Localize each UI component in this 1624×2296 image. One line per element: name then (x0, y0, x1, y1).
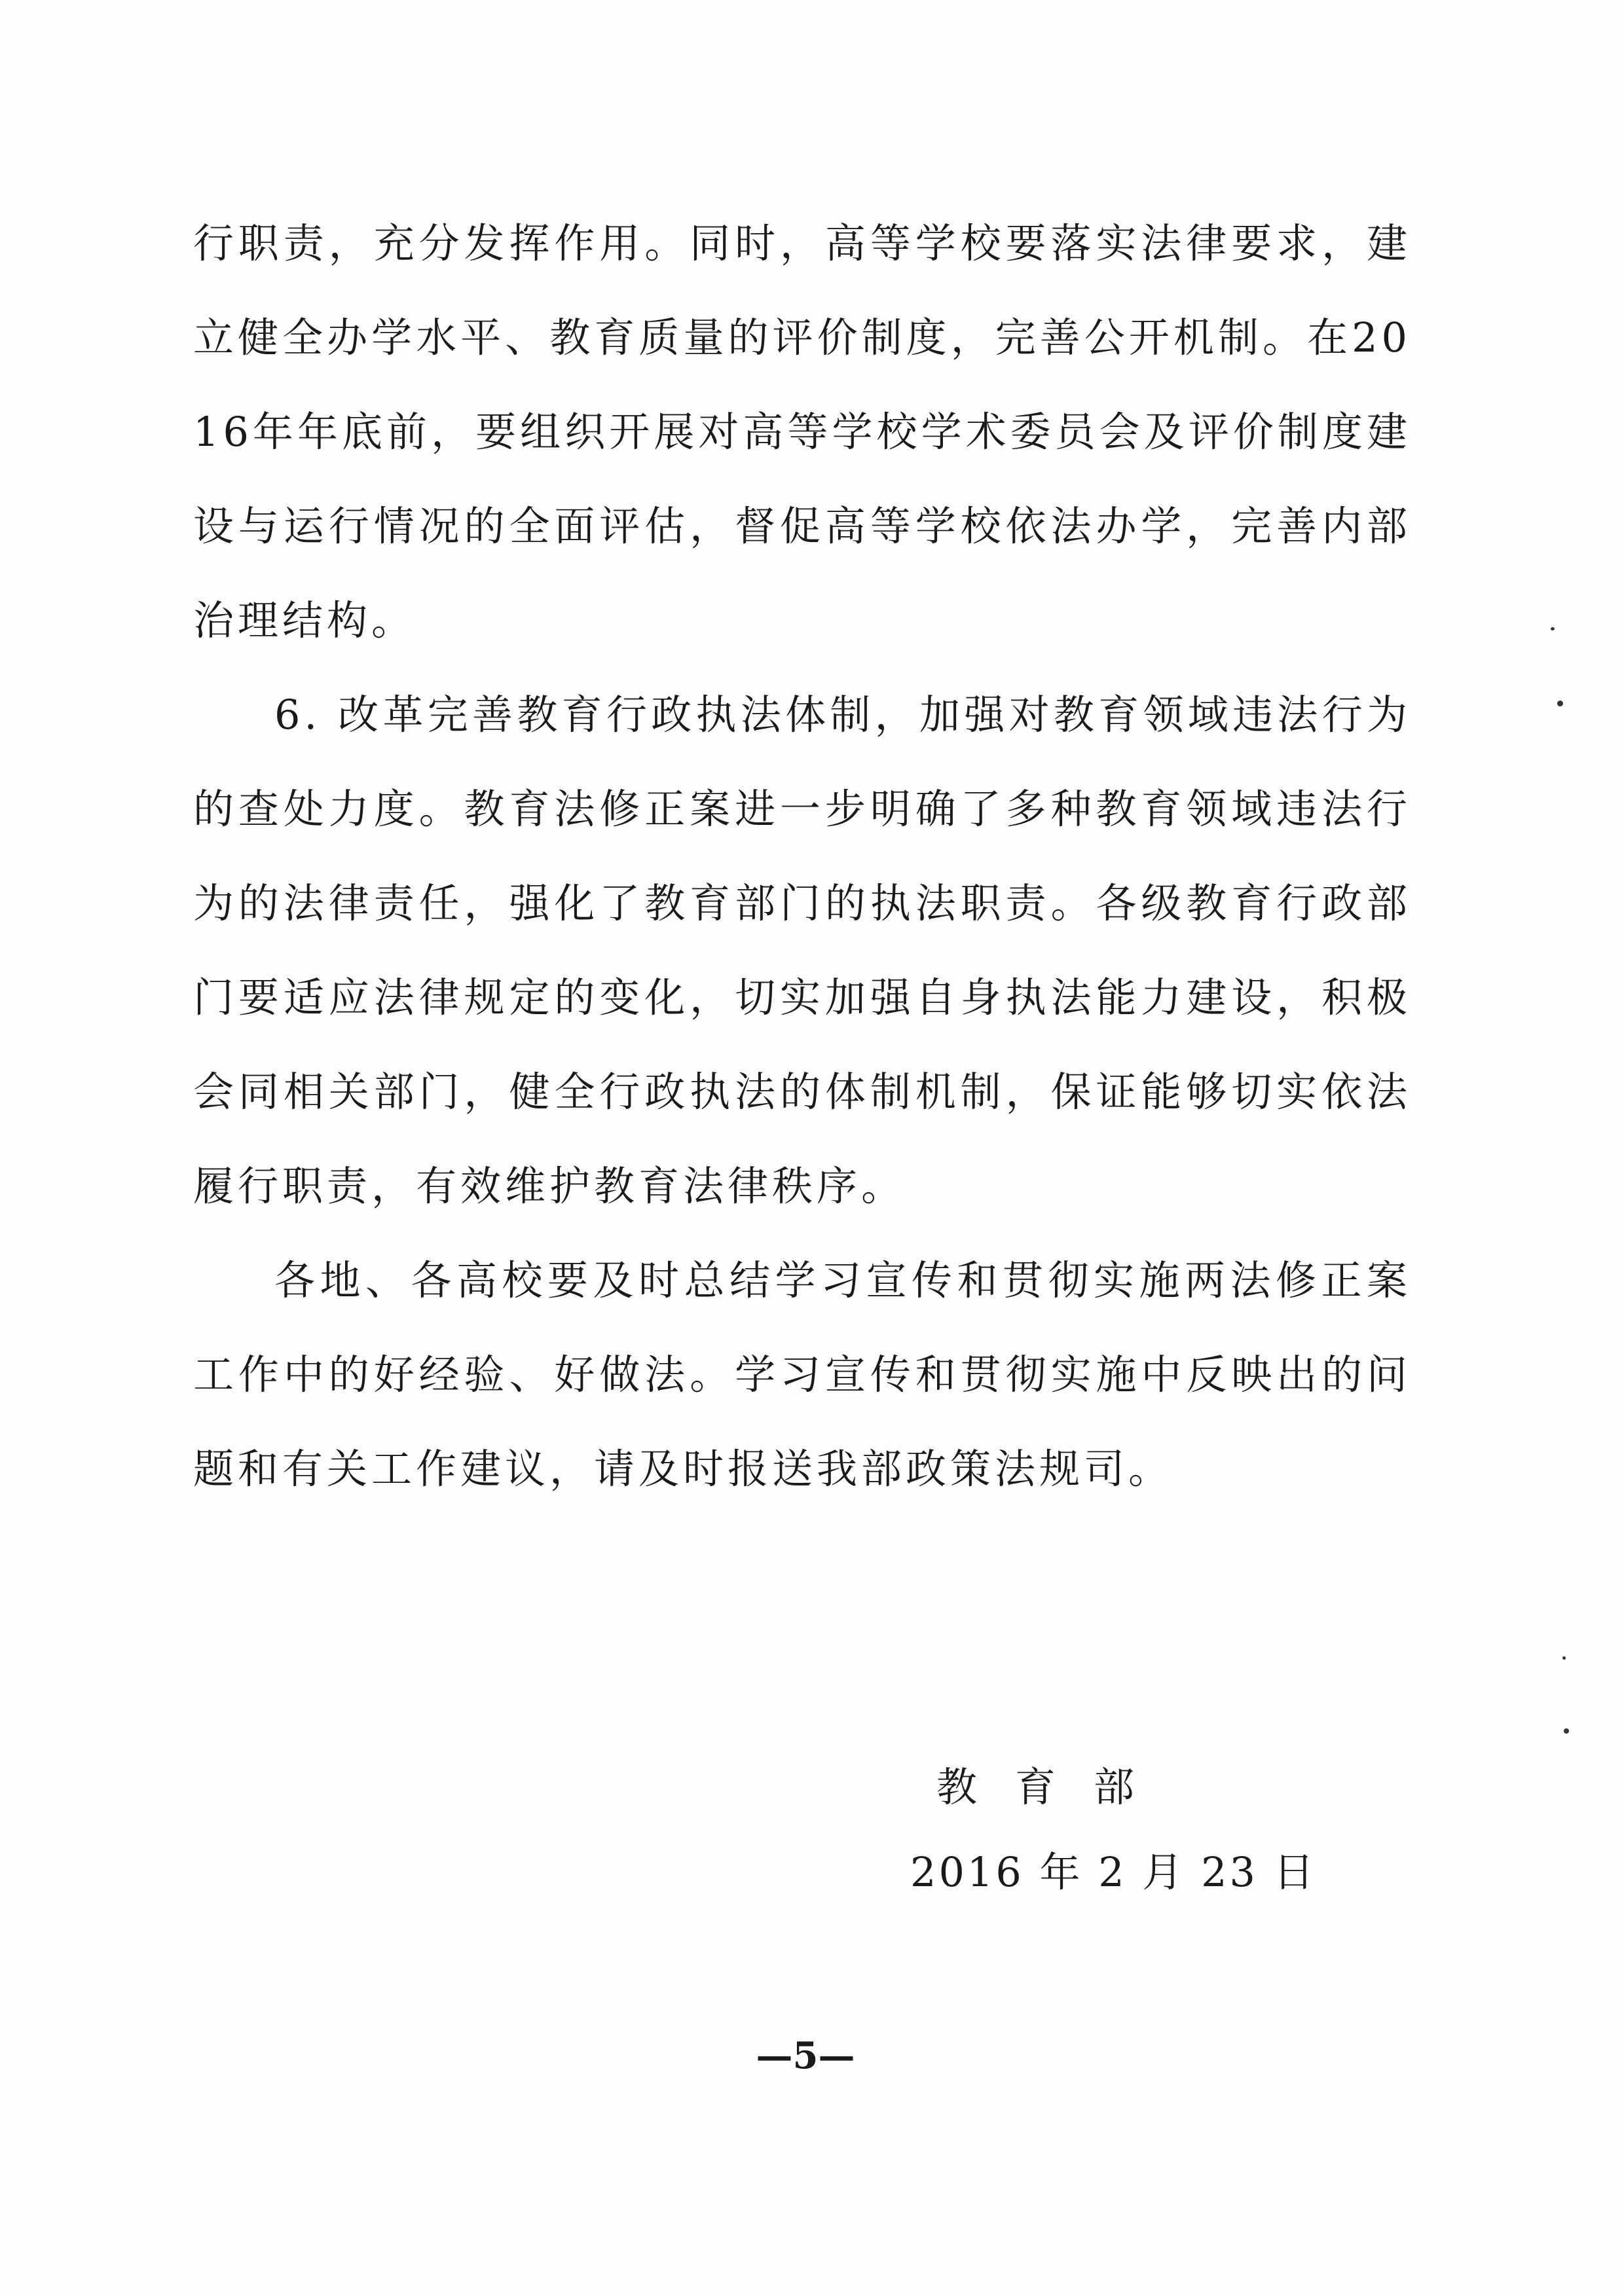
page-number: —5— (756, 2034, 855, 2077)
issue-date: 2016 年 2 月 23 日 (910, 1848, 1317, 1896)
document-body (193, 196, 1411, 1516)
scan-speck (1557, 701, 1563, 706)
scan-speck (1551, 627, 1555, 630)
paragraph-continuation: 行职责，充分发挥作用。同时，高等学校要落实法律要求，建立健全办学水平、教育质量的评价制度，完善公开机制。在2016年年底前，要组织开展对高等学校学术委员会及评价制度建设与运行情况的全面评估，督促高等学校依法办学，完善内部治理结构。 (193, 219, 1411, 644)
paragraph-item-6: 6. 改革完善教育行政执法体制，加强对教育领域违法行为的查处力度。教育法修正案进一步明确了多种教育领域违法行为的法律责任，强化了教育部门的执法职责。各级教育行政部门要适应法律规定的变化，切实加强自身执法能力建设，积极会同相关部门，健全行政执法的体制机制，保证能够切实依法履行职责，有效维护教育法律秩序。 (193, 691, 1411, 1210)
paragraph-closing: 各地、各高校要及时总结学习宣传和贯彻实施两法修正案工作中的好经验、好做法。学习宣传和贯彻实施中反映出的问题和有关工作建议，请及时报送我部政策法规司。 (193, 1256, 1411, 1493)
issuing-organization: 教育部 (936, 1763, 1173, 1811)
scan-speck (1564, 1728, 1569, 1734)
scan-speck (1562, 1656, 1566, 1660)
